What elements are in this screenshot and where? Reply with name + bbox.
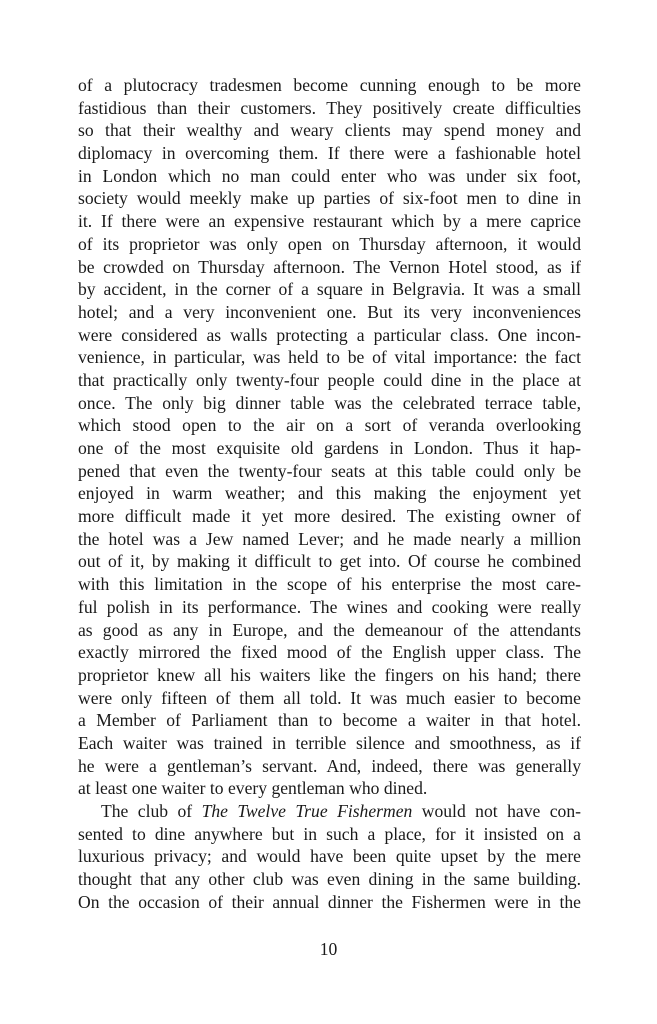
text-line: sented to dine anywhere but in such a place, for it insisted on a xyxy=(78,823,581,844)
paragraph xyxy=(78,800,581,913)
text-line: exactly mirrored the fixed mood of the English upper class. The xyxy=(78,642,581,663)
text-line: as good as any in Europe, and the demeanour of the attendants xyxy=(78,619,581,640)
text-line: more difficult made it yet more desired. The existing owner of xyxy=(78,506,581,527)
text-line: at least one waiter to every gentleman who dined. xyxy=(78,778,428,799)
text-line xyxy=(78,800,581,823)
text-line: out of it, by making it difficult to get into. Of course he combined xyxy=(78,551,581,572)
text-line: ful polish in its performance. The wines and cooking were really xyxy=(78,596,581,617)
text-line: of a plutocracy tradesmen become cunning enough to be more xyxy=(78,75,581,95)
text-line: diplomacy in overcoming them. If there were a fashionable hotel xyxy=(78,143,581,164)
text-run: The club of xyxy=(101,801,202,821)
text-line: proprietor knew all his waiters like the fingers on his hand; there xyxy=(78,664,581,685)
text-line: be crowded on Thursday afternoon. The Vernon Hotel stood, as if xyxy=(78,256,581,277)
text-line: luxurious privacy; and would have been quite upset by the mere xyxy=(78,846,581,867)
text-line: thought that any other club was even dining in the same building. xyxy=(78,869,581,890)
text-line: so that their wealthy and weary clients may spend money and xyxy=(78,120,581,141)
text-line: of its proprietor was only open on Thursday afternoon, it would xyxy=(78,233,581,254)
text-line: the hotel was a Jew named Lever; and he made nearly a million xyxy=(78,528,581,549)
text-line: that practically only twenty-four people could dine in the place at xyxy=(78,369,581,390)
page-body xyxy=(78,74,581,913)
text-line: On the occasion of their annual dinner the Fishermen were in the xyxy=(78,891,581,912)
text-line: venience, in particular, was held to be of vital importance: the fact xyxy=(78,347,581,368)
text-line: he were a gentleman’s servant. And, indeed, there was generally xyxy=(78,755,581,776)
text-line: a Member of Parliament than to become a waiter in that hotel. xyxy=(78,710,581,731)
text-line: hotel; and a very inconvenient one. But its very inconveniences xyxy=(78,301,581,322)
text-line: by accident, in the corner of a square in Belgravia. It was a small xyxy=(78,279,581,300)
text-line: it. If there were an expensive restaurant which by a mere caprice xyxy=(78,211,581,232)
text-line: enjoyed in warm weather; and this making the enjoyment yet xyxy=(78,483,581,504)
text-line: fastidious than their customers. They positively create difficulties xyxy=(78,97,581,118)
text-run: would not have con- xyxy=(412,801,581,821)
text-line: once. The only big dinner table was the celebrated terrace table, xyxy=(78,392,581,413)
text-line: society would meekly make up parties of six-foot men to dine in xyxy=(78,188,581,209)
text-line: were only fifteen of them all told. It was much easier to become xyxy=(78,687,581,708)
paragraph xyxy=(78,74,581,800)
text-line: which stood open to the air on a sort of veranda overlooking xyxy=(78,415,581,436)
text-line: in London which no man could enter who was under six foot, xyxy=(78,165,581,186)
text-line: with this limitation in the scope of his enterprise the most care- xyxy=(78,574,581,595)
text-line: Each waiter was trained in terrible silence and smoothness, as if xyxy=(78,732,581,753)
text-line: pened that even the twenty-four seats at this table could only be xyxy=(78,460,581,481)
text-line: were considered as walls protecting a particular class. One incon- xyxy=(78,324,581,345)
club-name-italic: The Twelve True Fishermen xyxy=(201,801,413,821)
text-line: one of the most exquisite old gardens in London. Thus it hap- xyxy=(78,438,581,458)
page-number: 10 xyxy=(319,939,338,959)
